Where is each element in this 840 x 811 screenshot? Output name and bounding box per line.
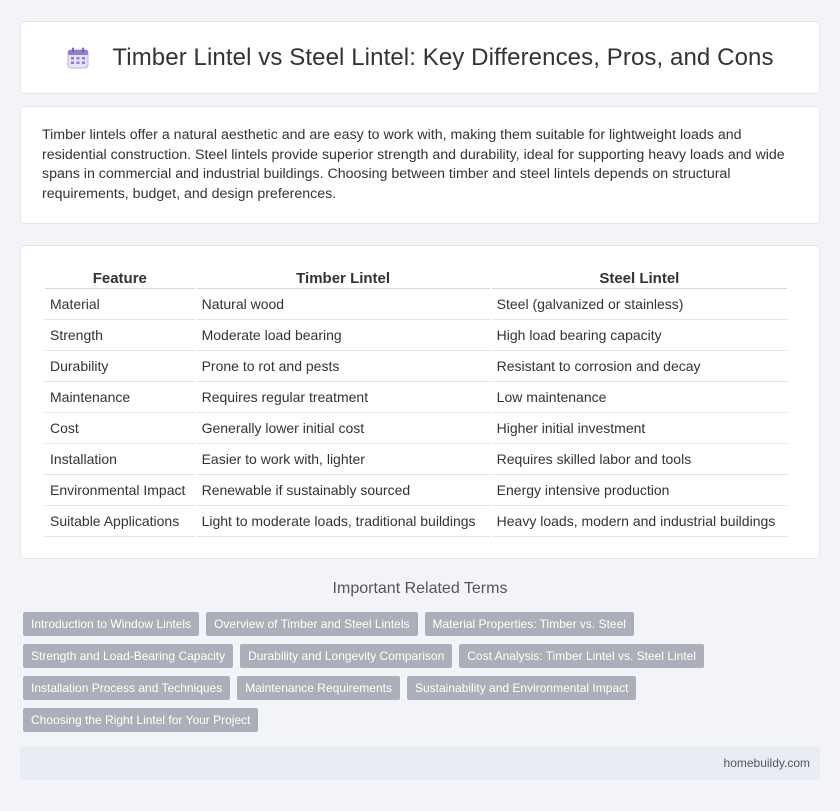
related-term-tag[interactable]: Material Properties: Timber vs. Steel	[425, 612, 634, 636]
table-cell-timber: Moderate load bearing	[197, 320, 490, 351]
tag-row	[23, 708, 803, 732]
table-cell-feature: Strength	[45, 320, 195, 351]
related-term-tag[interactable]: Sustainability and Environmental Impact	[407, 676, 636, 700]
table-cell-timber: Easier to work with, lighter	[197, 444, 490, 475]
header-inner	[66, 44, 773, 72]
table-cell-steel: Low maintenance	[492, 382, 787, 413]
table-cell-steel: Heavy loads, modern and industrial buildings	[492, 506, 787, 537]
summary-card	[20, 106, 820, 224]
tag-row	[23, 644, 803, 668]
table-cell-feature: Maintenance	[45, 382, 195, 413]
column-header-steel: Steel Lintel	[492, 267, 787, 289]
related-term-tag[interactable]: Introduction to Window Lintels	[23, 612, 199, 636]
summary-text: Timber lintels offer a natural aesthetic and are easy to work with, making them suitable for lightweight loads and residential construction. Steel lintels provide superior strength and durability, ideal for supporting heavy loads and wide spans in commercial and industrial buildings. Choosing between timber and steel lintels depends on structural requirements, budget, and design preferences.	[42, 127, 785, 202]
related-term-tag[interactable]: Durability and Longevity Comparison	[240, 644, 452, 668]
table-cell-steel: Steel (galvanized or stainless)	[492, 289, 787, 320]
related-term-tag[interactable]: Strength and Load-Bearing Capacity	[23, 644, 233, 668]
calendar-icon	[66, 46, 90, 70]
table-row	[45, 444, 787, 475]
tag-row	[23, 612, 803, 636]
table-cell-feature: Installation	[45, 444, 195, 475]
table-cell-steel: Resistant to corrosion and decay	[492, 351, 787, 382]
related-terms-title: Important Related Terms	[332, 580, 508, 597]
table-cell-timber: Requires regular treatment	[197, 382, 490, 413]
tag-row	[23, 676, 803, 700]
table-cell-feature: Material	[45, 289, 195, 320]
comparison-table-card	[20, 245, 820, 559]
table-row	[45, 351, 787, 382]
table-row	[45, 382, 787, 413]
table-row	[45, 320, 787, 351]
table-row	[45, 475, 787, 506]
table-cell-timber: Natural wood	[197, 289, 490, 320]
table-cell-steel: Higher initial investment	[492, 413, 787, 444]
related-term-tag[interactable]: Overview of Timber and Steel Lintels	[206, 612, 417, 636]
related-term-tag[interactable]: Maintenance Requirements	[237, 676, 400, 700]
table-cell-steel: Energy intensive production	[492, 475, 787, 506]
related-terms-tags	[23, 612, 803, 740]
table-row	[45, 413, 787, 444]
table-cell-timber: Light to moderate loads, traditional buildings	[197, 506, 490, 537]
table-cell-timber: Prone to rot and pests	[197, 351, 490, 382]
table-cell-steel: High load bearing capacity	[492, 320, 787, 351]
table-cell-feature: Cost	[45, 413, 195, 444]
table-row	[45, 289, 787, 320]
table-row	[45, 506, 787, 537]
related-term-tag[interactable]: Cost Analysis: Timber Lintel vs. Steel Lintel	[459, 644, 704, 668]
table-cell-timber: Renewable if sustainably sourced	[197, 475, 490, 506]
table-cell-feature: Durability	[45, 351, 195, 382]
table-cell-timber: Generally lower initial cost	[197, 413, 490, 444]
footer-site-link[interactable]: homebuildy.com	[723, 756, 810, 770]
header-card	[20, 21, 820, 94]
table-cell-feature: Suitable Applications	[45, 506, 195, 537]
footer	[20, 747, 820, 780]
comparison-table	[43, 267, 789, 537]
page-title: Timber Lintel vs Steel Lintel: Key Differences, Pros, and Cons	[112, 43, 774, 71]
table-cell-feature: Environmental Impact	[45, 475, 195, 506]
column-header-feature: Feature	[45, 267, 195, 289]
table-cell-steel: Requires skilled labor and tools	[492, 444, 787, 475]
related-term-tag[interactable]: Choosing the Right Lintel for Your Project	[23, 708, 258, 732]
table-header-row	[45, 267, 787, 289]
column-header-timber: Timber Lintel	[197, 267, 490, 289]
related-term-tag[interactable]: Installation Process and Techniques	[23, 676, 230, 700]
